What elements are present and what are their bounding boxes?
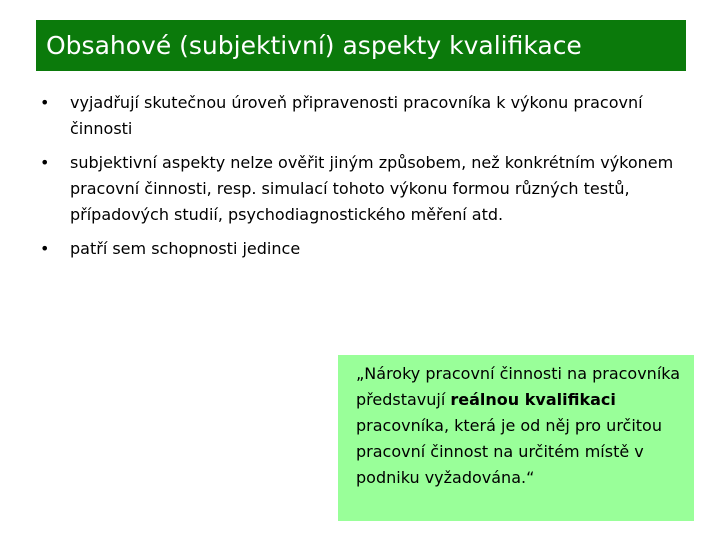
bullet-text: patří sem schopnosti jedince — [70, 239, 301, 258]
quote-box — [338, 355, 694, 521]
bullet-icon: • — [40, 153, 50, 172]
bullet-text: subjektivní aspekty nelze ověřit jiným způsobem, než konkrétním výkonem pracovní činnosti, resp. simulací tohoto výkonu formou různých testů, případových studií, psychodiagnostického měření atd. — [70, 153, 674, 224]
bullet-item — [40, 90, 680, 142]
quote-text-start: „Nároky pracovní činnosti na pracovníka představují — [356, 364, 681, 409]
slide-title: Obsahové (subjektivní) aspekty kvalifikace — [46, 31, 582, 60]
bullet-icon: • — [40, 239, 50, 258]
quote-text-end: pracovníka, která je od něj pro určitou pracovní činnost na určitém místě v podniku vyžadována.“ — [356, 416, 662, 487]
bullet-text: vyjadřují skutečnou úroveň připravenosti pracovníka k výkonu pracovní činnosti — [70, 93, 643, 138]
bullet-icon: • — [40, 93, 50, 112]
slide-title-bar — [36, 20, 686, 71]
bullet-item — [40, 150, 680, 228]
quote-emphasis: reálnou kvalifikaci — [450, 390, 616, 409]
bullet-list — [40, 90, 680, 270]
bullet-item — [40, 236, 680, 262]
